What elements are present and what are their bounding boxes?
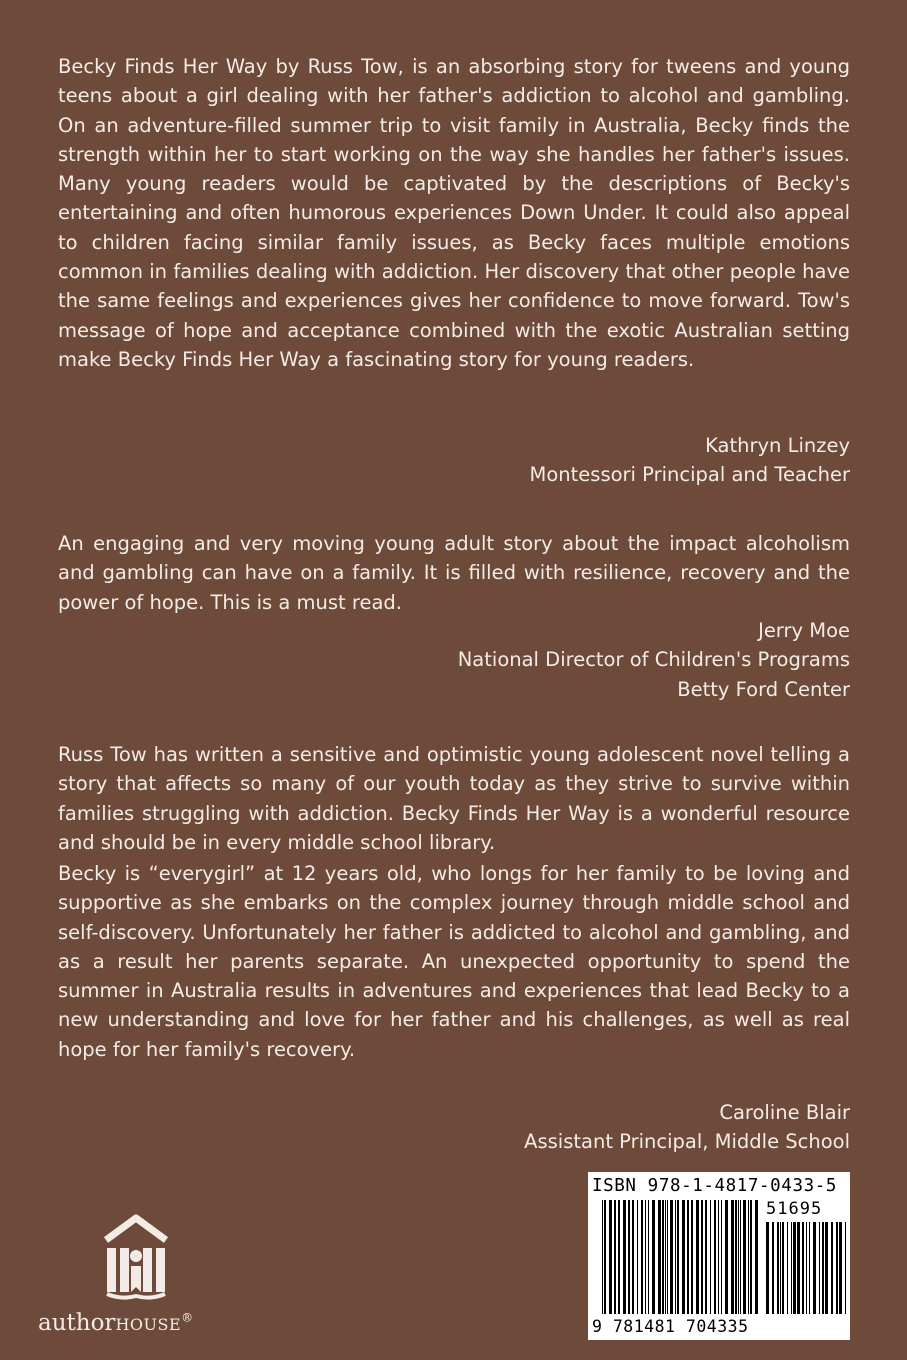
barcode-bar <box>670 1200 673 1314</box>
barcode-bar <box>667 1200 668 1314</box>
publisher-name-lower: author <box>38 1310 116 1336</box>
barcode-bar <box>710 1200 711 1314</box>
barcode-bar <box>714 1200 716 1314</box>
barcode-bar <box>665 1200 666 1314</box>
review-3-text: Russ Tow has written a sensitive and optimistic young adolescent novel telling a story that affects so many of our youth today as they strive to survive within families struggling with addiction. Becky Finds Her Way is a wonderful resource and should be in every middle school library. <box>58 743 850 854</box>
price-addon-label: 51695 <box>766 1199 823 1219</box>
barcode-bar <box>845 1222 846 1314</box>
barcode-bar <box>780 1222 781 1314</box>
barcode-bar <box>705 1200 707 1314</box>
barcode-bars <box>588 1172 850 1340</box>
review-1-title: Montessori Principal and Teacher <box>529 463 850 487</box>
barcode-bar <box>839 1222 842 1314</box>
review-1-text: Becky Finds Her Way by Russ Tow, is an absorbing story for tweens and young teens about a girl dealing with her father's addiction to alcohol and gambling. On an adventure-filled summer trip to visit family in Australia, Becky finds the strength within her to start working on the way she handles her father's issues. Many young readers would be captivated by the descriptions of Becky's entertaining and often humorous experiences Down Under. It could also appeal to children facing similar family issues, as Becky faces multiple emotions common in families dealing with addiction. Her discovery that other people have the same feelings and experiences gives her confidence to move forward. Tow's message of hope and acceptance combined with the exotic Australian setting make Becky Finds Her Way a fascinating story for young readers. <box>58 55 850 371</box>
barcode-bar <box>618 1200 620 1314</box>
synopsis-text: Becky is “everygirl” at 12 years old, who longs for her family to be loving and supportive as she embarks on the complex journey through middle school and self-discovery. Unfortunately her father is addicted to alcohol and gambling, and as a result her parents separate. An unexpected opportunity to spend the summer in Australia results in adventures and experiences that lead Becky to a new understanding and love for her father and his challenges, as well as real hope for her family's recovery. <box>58 862 850 1061</box>
barcode-bar <box>721 1200 722 1314</box>
barcode-bar <box>718 1200 719 1314</box>
review-2-attribution <box>458 616 850 704</box>
review-2-title: National Director of Children's Programs <box>457 648 850 672</box>
barcode-bar <box>641 1200 643 1314</box>
barcode-bar <box>809 1222 810 1314</box>
barcode-bar <box>731 1200 734 1314</box>
barcode-bar <box>738 1200 739 1314</box>
barcode-bar <box>787 1222 788 1314</box>
barcode-bar <box>687 1200 689 1314</box>
isbn-barcode <box>588 1172 850 1340</box>
barcode-bar <box>797 1222 800 1314</box>
barcode-bar <box>822 1222 824 1314</box>
barcode-bar <box>791 1222 792 1314</box>
barcode-bar <box>748 1200 749 1314</box>
barcode-bar <box>750 1200 752 1314</box>
barcode-bar <box>623 1200 626 1314</box>
barcode-bar <box>766 1222 769 1314</box>
barcode-bar <box>701 1200 703 1314</box>
barcode-bar <box>648 1200 649 1314</box>
barcode-bar <box>793 1222 796 1314</box>
barcode-bar <box>782 1222 784 1314</box>
barcode-bar <box>691 1200 693 1314</box>
barcode-bar <box>628 1200 630 1314</box>
barcode-bar <box>755 1200 758 1314</box>
barcode-bar <box>662 1200 664 1314</box>
barcode-bar <box>637 1200 638 1314</box>
barcode-bar <box>772 1222 774 1314</box>
barcode-bar <box>777 1222 779 1314</box>
isbn-label: ISBN 978-1-4817-0433-5 <box>592 1176 837 1196</box>
barcode-bar <box>602 1200 603 1314</box>
barcode-bar <box>675 1200 676 1314</box>
synopsis-name: Caroline Blair <box>719 1101 850 1124</box>
synopsis-title: Assistant Principal, Middle School <box>524 1130 850 1154</box>
barcode-bar <box>735 1200 737 1314</box>
barcode-bar <box>682 1200 685 1314</box>
barcode-bar <box>604 1200 606 1314</box>
barcode-bar <box>831 1222 833 1314</box>
barcode-bar <box>645 1200 646 1314</box>
barcode-bar <box>632 1200 634 1314</box>
review-1-name: Kathryn Linzey <box>705 434 850 457</box>
house-book-icon <box>101 1210 171 1305</box>
barcode-bar <box>825 1222 828 1314</box>
barcode-bar <box>609 1200 612 1314</box>
barcode-bar <box>836 1222 838 1314</box>
barcode-bar <box>614 1200 616 1314</box>
publisher-name <box>38 1310 193 1336</box>
barcode-bar <box>802 1222 804 1314</box>
review-1-attribution <box>530 431 850 490</box>
barcode-bar <box>652 1200 655 1314</box>
ean-digits: 9 781481 704335 <box>592 1317 749 1336</box>
barcode-bar <box>806 1222 807 1314</box>
barcode-bar <box>658 1200 661 1314</box>
synopsis-attribution <box>524 1098 850 1157</box>
barcode-bar <box>819 1222 820 1314</box>
barcode-bar <box>740 1200 741 1314</box>
review-2-text: An engaging and very moving young adult story about the impact alcoholism and gambling can have on a family. It is filled with resilience, recovery and the power of hope. This is a must read. <box>58 532 850 614</box>
barcode-bar <box>743 1200 746 1314</box>
review-2-org: Betty Ford Center <box>677 677 850 701</box>
barcode-bar <box>696 1200 699 1314</box>
barcode-bar <box>677 1200 679 1314</box>
barcode-bar <box>725 1200 728 1314</box>
barcode-bar <box>813 1222 816 1314</box>
registered-mark: ® <box>181 1310 194 1325</box>
publisher-name-upper: HOUSE <box>115 1315 182 1334</box>
review-2-name: Jerry Moe <box>758 619 850 642</box>
